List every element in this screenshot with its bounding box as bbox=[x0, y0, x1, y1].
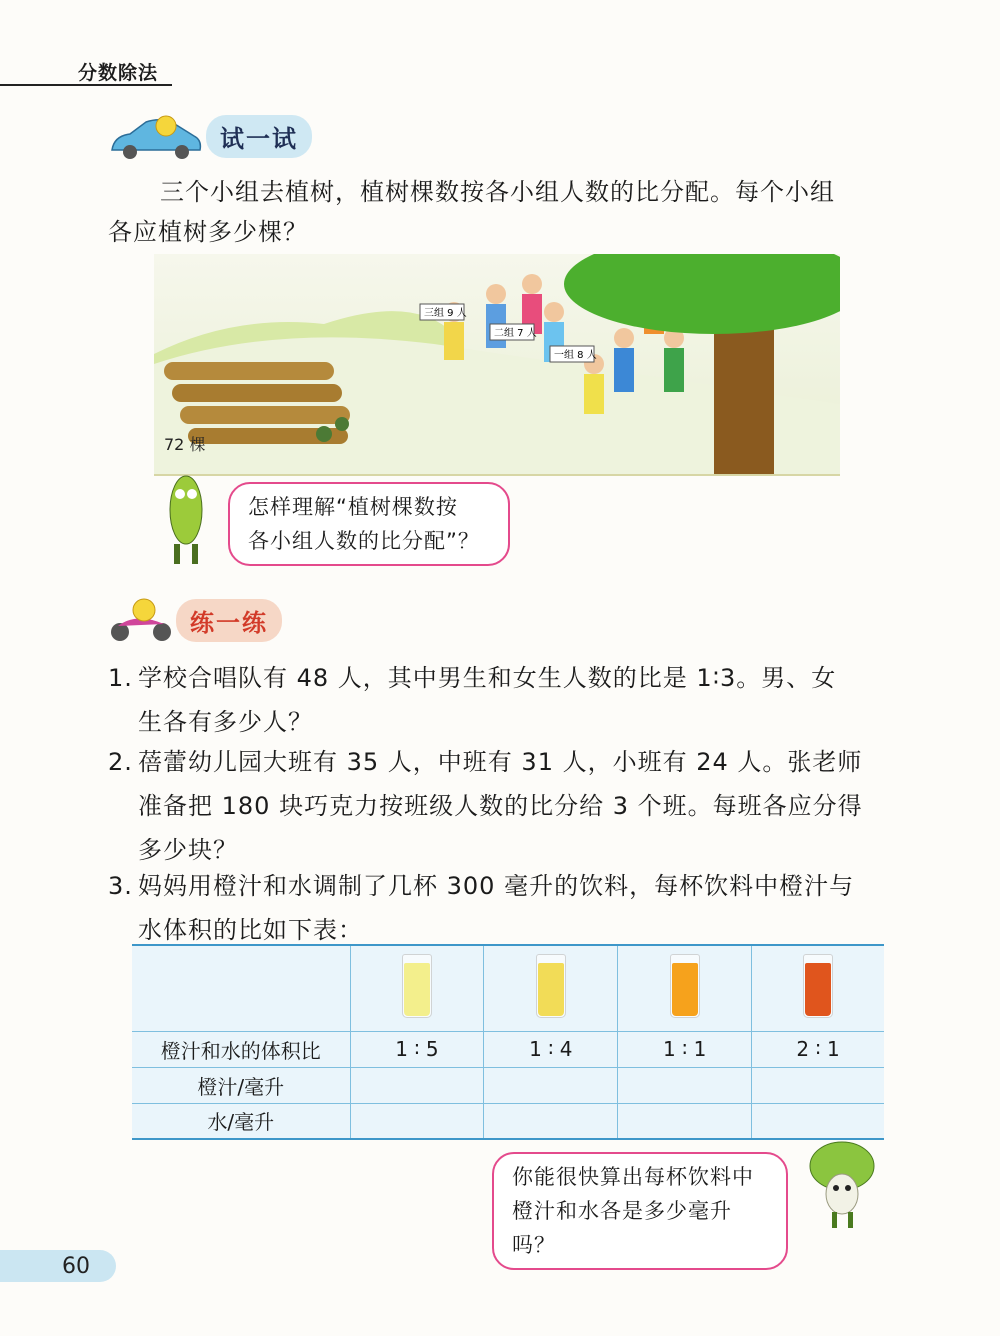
chapter-title: 分数除法 bbox=[78, 62, 159, 84]
juice-answer-cell[interactable] bbox=[618, 1067, 752, 1103]
table-row-water bbox=[132, 1103, 884, 1139]
juice-fill-1 bbox=[404, 963, 430, 1016]
practice-section-badge bbox=[106, 596, 282, 644]
problem-2 bbox=[108, 740, 863, 872]
mascot-character-icon bbox=[152, 460, 222, 570]
try-problem-line2: 各应植树多少棵？ bbox=[108, 218, 308, 246]
problem-2-line3: 多少块？ bbox=[138, 836, 238, 864]
sign-text-two: 二组 7 人 bbox=[494, 328, 537, 339]
problem-3 bbox=[108, 864, 854, 952]
glass-cell-3 bbox=[618, 945, 752, 1031]
juice-glass-icon bbox=[670, 954, 700, 1018]
motorcycle-mascot-icon bbox=[106, 596, 176, 644]
tree-count-label: 72 棵 bbox=[164, 435, 206, 454]
car-mascot-icon bbox=[106, 112, 206, 160]
juice-answer-cell[interactable] bbox=[484, 1067, 618, 1103]
hint-try-line1: 怎样理解“植树棵数按 bbox=[248, 495, 458, 519]
hint-try-line2: 各小组人数的比分配”？ bbox=[248, 529, 480, 553]
hint-practice-line1: 你能很快算出每杯饮料中 bbox=[512, 1165, 754, 1189]
juice-fill-2 bbox=[538, 963, 564, 1016]
table-row-juice bbox=[132, 1067, 884, 1103]
juice-glass-icon bbox=[402, 954, 432, 1018]
problem-2-line1: 蓓蕾幼儿园大班有 35 人，中班有 31 人，小班有 24 人。张老师 bbox=[138, 748, 863, 776]
juice-glass-icon bbox=[803, 954, 833, 1018]
problem-1 bbox=[108, 656, 836, 744]
problem-1-line2: 生各有多少人？ bbox=[138, 708, 313, 736]
sign-text-three: 三组 9 人 bbox=[424, 308, 467, 319]
table-row-ratio bbox=[132, 1031, 884, 1067]
problem-2-number: 2. bbox=[108, 748, 133, 776]
table-row-glasses bbox=[132, 945, 884, 1031]
juice-fill-4 bbox=[805, 963, 831, 1016]
water-answer-cell[interactable] bbox=[350, 1103, 484, 1139]
problem-3-number: 3. bbox=[108, 872, 133, 900]
try-section-badge bbox=[106, 112, 312, 160]
sign-text-one: 一组 8 人 bbox=[554, 350, 597, 361]
water-answer-cell[interactable] bbox=[752, 1103, 884, 1139]
glass-cell-4 bbox=[752, 945, 884, 1031]
glass-cell-1 bbox=[350, 945, 484, 1031]
hint-practice-line2: 橙汁和水各是多少毫升吗？ bbox=[512, 1199, 732, 1257]
practice-section-label: 练一练 bbox=[176, 599, 282, 642]
row-label-juice: 橙汁/毫升 bbox=[132, 1067, 350, 1103]
problem-3-line1: 妈妈用橙汁和水调制了几杯 300 毫升的饮料，每杯饮料中橙汁与 bbox=[138, 872, 855, 900]
water-answer-cell[interactable] bbox=[618, 1103, 752, 1139]
table-corner-cell bbox=[132, 945, 350, 1031]
tree-planting-illustration bbox=[154, 254, 840, 476]
juice-ratio-table bbox=[132, 944, 884, 1140]
juice-glass-icon bbox=[536, 954, 566, 1018]
ratio-cell-2: 1 ∶ 4 bbox=[484, 1031, 618, 1067]
ratio-cell-4: 2 ∶ 1 bbox=[752, 1031, 884, 1067]
page-number-tab bbox=[0, 1250, 116, 1282]
juice-answer-cell[interactable] bbox=[350, 1067, 484, 1103]
ratio-cell-3: 1 ∶ 1 bbox=[618, 1031, 752, 1067]
try-problem-line1: 三个小组去植树，植树棵数按各小组人数的比分配。每个小组 bbox=[160, 178, 835, 206]
hint-bubble-practice bbox=[492, 1152, 788, 1270]
juice-answer-cell[interactable] bbox=[752, 1067, 884, 1103]
row-label-water: 水/毫升 bbox=[132, 1103, 350, 1139]
problem-1-line1: 学校合唱队有 48 人，其中男生和女生人数的比是 1∶3。男、女 bbox=[138, 664, 837, 692]
ratio-cell-1: 1 ∶ 5 bbox=[350, 1031, 484, 1067]
problem-2-line2: 准备把 180 块巧克力按班级人数的比分给 3 个班。每班各应分得 bbox=[138, 792, 863, 820]
hint-bubble-try bbox=[228, 482, 510, 566]
page-number: 60 bbox=[62, 1254, 90, 1279]
cabbage-mascot-icon bbox=[796, 1136, 886, 1232]
try-section-label: 试一试 bbox=[206, 115, 312, 158]
problem-3-line2: 水体积的比如下表： bbox=[138, 916, 363, 944]
glass-cell-2 bbox=[484, 945, 618, 1031]
water-answer-cell[interactable] bbox=[484, 1103, 618, 1139]
problem-1-number: 1. bbox=[108, 664, 133, 692]
juice-fill-3 bbox=[672, 963, 698, 1016]
row-label-ratio: 橙汁和水的体积比 bbox=[132, 1031, 350, 1067]
